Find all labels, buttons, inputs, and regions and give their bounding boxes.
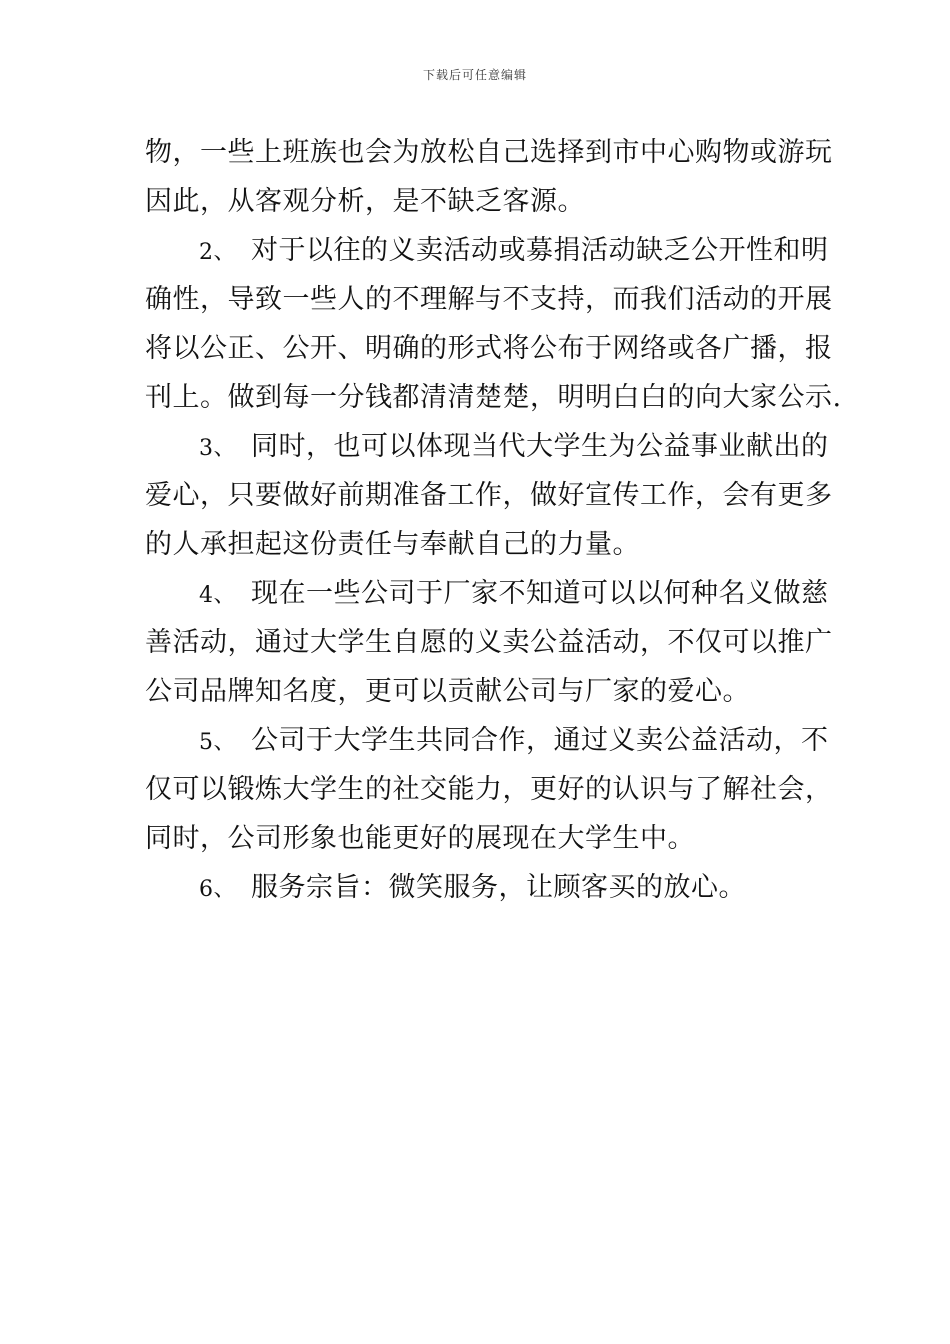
paragraph-text: 对于以往的义卖活动或募捐活动缺乏公开性和明 [251, 235, 829, 266]
paragraph-line: 物，一些上班族也会为放松自己选择到市中心购物或游玩 [145, 137, 833, 168]
item-number: 4、 [199, 583, 236, 608]
paragraph-line: 将以公正、公开、明确的形式将公布于网络或各广播，报 [145, 333, 833, 364]
item-number: 2、 [199, 240, 236, 265]
paragraph-first-line [145, 226, 829, 275]
paragraph-text: 同时，也可以体现当代大学生为公益事业献出的 [251, 431, 829, 462]
paragraph-line: 确性，导致一些人的不理解与不支持，而我们活动的开展 [145, 284, 833, 315]
paragraph-text: 服务宗旨：微笑服务，让顾客买的放心。 [251, 872, 746, 903]
paragraph-line: 仅可以锻炼大学生的社交能力，更好的认识与了解社会， [145, 774, 833, 805]
paragraph-line: 公司品牌知名度，更可以贡献公司与厂家的爱心。 [145, 676, 750, 707]
paragraph-text: 现在一些公司于厂家不知道可以以何种名义做慈 [251, 578, 829, 609]
page-header: 下载后可任意编辑 [422, 68, 527, 82]
paragraph-line: 的人承担起这份责任与奉献自己的力量。 [145, 529, 640, 560]
item-number: 3、 [199, 436, 236, 461]
item-number: 6、 [199, 877, 236, 902]
paragraph-line: 刊上。做到每一分钱都清清楚楚，明明白白的向大家公示. [145, 382, 842, 413]
paragraph-first-line [145, 863, 810, 912]
paragraph-first-line [145, 716, 829, 765]
paragraph-line: 善活动，通过大学生自愿的义卖公益活动，不仅可以推广 [145, 627, 833, 658]
item-number: 5、 [199, 730, 236, 755]
paragraph-first-line [145, 569, 829, 618]
paragraph-line: 同时，公司形象也能更好的展现在大学生中。 [145, 823, 695, 854]
paragraph-line: 因此，从客观分析，是不缺乏客源。 [145, 186, 585, 217]
paragraph-line: 爱心，只要做好前期准备工作，做好宣传工作，会有更多 [145, 480, 833, 511]
paragraph-first-line [145, 422, 829, 471]
paragraph-text: 公司于大学生共同合作，通过义卖公益活动，不 [251, 725, 829, 756]
document-body [145, 128, 842, 912]
